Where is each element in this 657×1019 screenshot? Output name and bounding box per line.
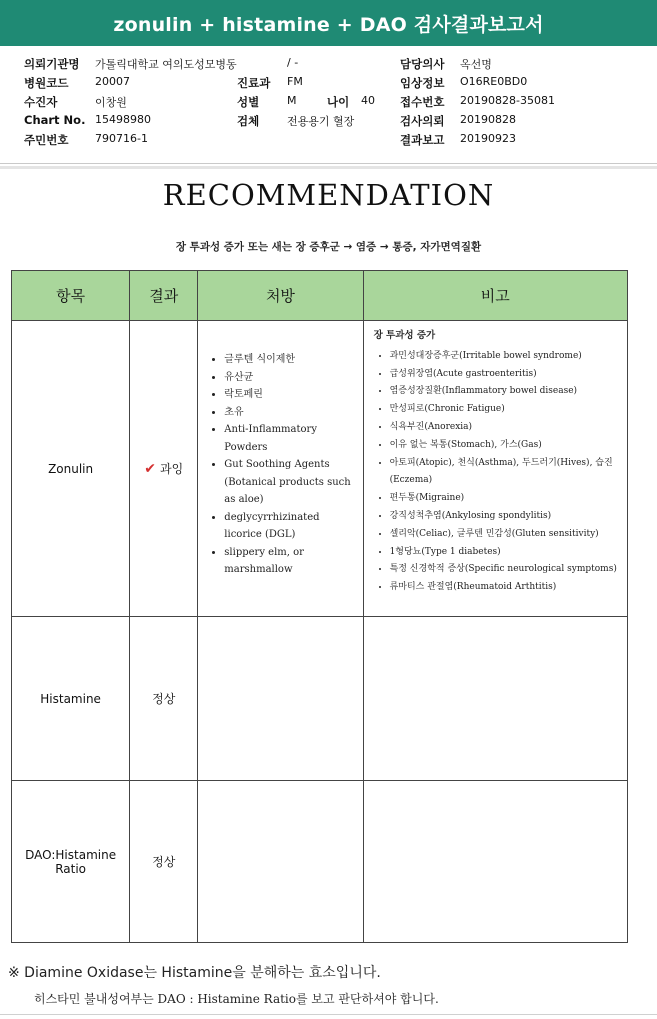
list-item: • 유산균 <box>224 369 358 387</box>
divider-shadow <box>0 166 657 169</box>
chart-no-label: Chart No. <box>24 113 86 127</box>
header-prescription: 처방 <box>198 271 363 321</box>
list-item: • 편두통(Migraine) <box>390 490 621 508</box>
ward-value: / - <box>287 56 299 69</box>
list-item: • 글루텐 식이제한 <box>224 351 358 369</box>
doctor-label: 담당의사 <box>400 57 445 71</box>
request-date-value: 20190828 <box>460 113 516 126</box>
list-item: • 셀리악(Celiac), 글루텐 민감성(Gluten sensitivity) <box>390 526 621 544</box>
request-date-label: 검사의뢰 <box>400 114 445 128</box>
list-item: • 특정 신경학적 증상(Specific neurological symptoms) <box>390 561 621 579</box>
report-title: zonulin + histamine + DAO 검사결과보고서 <box>0 0 657 46</box>
item-name: Histamine <box>12 617 130 781</box>
table-row <box>12 781 628 943</box>
institution-value: 가톨릭대학교 여의도성모병동 <box>95 58 237 71</box>
examinee-value: 이창원 <box>95 96 127 109</box>
list-item: • 급성위장염(Acute gastroenteritis) <box>390 366 621 384</box>
table-header-row <box>12 271 628 321</box>
list-item: • Anti-Inflammatory Powders <box>224 421 358 456</box>
item-result: 정상 <box>130 617 198 781</box>
info-row-1 <box>0 56 657 74</box>
footer-note-1: ※ Diamine Oxidase는 Histamine을 분해하는 효소입니다. <box>8 965 381 981</box>
sex-value: M <box>287 94 297 107</box>
report-date-label: 결과보고 <box>400 133 445 147</box>
results-table <box>11 270 628 943</box>
header-note: 비고 <box>363 271 627 321</box>
specimen-label: 검체 <box>237 114 260 128</box>
list-item: • 강직성척추염(Ankylosing spondylitis) <box>390 508 621 526</box>
sex-label: 성별 <box>237 95 260 109</box>
list-item: • 초유 <box>224 404 358 422</box>
table-row <box>12 617 628 781</box>
chart-no-value: 15498980 <box>95 113 151 126</box>
note-cell <box>363 781 627 943</box>
patient-info-panel <box>0 46 657 162</box>
info-row-3 <box>0 94 657 112</box>
receipt-no-value: 20190828-35081 <box>460 94 555 107</box>
list-item: • 류마티스 관절염(Rheumatoid Arthtitis) <box>390 579 621 597</box>
item-result <box>130 321 198 617</box>
result-value: 과잉 <box>160 462 184 476</box>
list-item: • 염증성장질환(Inflammatory bowel disease) <box>390 383 621 401</box>
note-list <box>364 348 621 597</box>
age-value: 40 <box>361 94 375 107</box>
resident-no-value: 790716-1 <box>95 132 148 145</box>
list-item: • 만성피로(Chronic Fatigue) <box>390 401 621 419</box>
list-item: • 이유 없는 복통(Stomach), 가스(Gas) <box>390 437 621 455</box>
table-row <box>12 321 628 617</box>
list-item: • Gut Soothing Agents (Botanical products such as aloe) <box>224 456 358 509</box>
list-item: • 식욕부진(Anorexia) <box>390 419 621 437</box>
list-item: • 과민성대장증후군(Irritable bowel syndrome) <box>390 348 621 366</box>
list-item: • deglycyrrhizinated licorice (DGL) <box>224 509 358 544</box>
clinical-info-label: 임상정보 <box>400 76 445 90</box>
item-name: Zonulin <box>12 321 130 617</box>
list-item: • 1형당뇨(Type 1 diabetes) <box>390 544 621 562</box>
prescription-cell <box>198 321 363 617</box>
prescription-cell <box>198 781 363 943</box>
divider <box>0 163 657 164</box>
header-item: 항목 <box>12 271 130 321</box>
note-cell <box>363 321 627 617</box>
hospital-code-value: 20007 <box>95 75 130 88</box>
info-row-2 <box>0 75 657 93</box>
info-row-5 <box>0 132 657 150</box>
list-item: • slippery elm, or marshmallow <box>224 544 358 579</box>
department-label: 진료과 <box>237 76 271 90</box>
note-heading: 장 투과성 증가 <box>373 330 436 341</box>
prescription-list <box>198 351 358 579</box>
note-cell <box>363 617 627 781</box>
recommendation-subtitle: 장 투과성 증가 또는 새는 장 증후군 → 염증 → 통증, 자가면역질환 <box>175 241 482 253</box>
recommendation-title: RECOMMENDATION <box>162 178 495 212</box>
receipt-no-label: 접수번호 <box>400 95 445 109</box>
item-name: DAO:Histamine Ratio <box>12 781 130 943</box>
bottom-divider <box>0 1014 657 1015</box>
prescription-cell <box>198 617 363 781</box>
clinical-info-value: O16RE0BD0 <box>460 75 528 88</box>
hospital-code-label: 병원코드 <box>24 76 69 90</box>
age-label: 나이 <box>327 95 350 109</box>
examinee-label: 수진자 <box>24 95 58 109</box>
list-item: • 락토페린 <box>224 386 358 404</box>
doctor-value: 옥선명 <box>460 58 492 71</box>
department-value: FM <box>287 75 303 88</box>
resident-no-label: 주민번호 <box>24 133 69 147</box>
check-mark-icon: ✔ <box>144 461 157 477</box>
info-row-4 <box>0 113 657 131</box>
specimen-value: 전용용기 혈장 <box>287 115 355 128</box>
item-result: 정상 <box>130 781 198 943</box>
header-result: 결과 <box>130 271 198 321</box>
footer-note-2: 히스타민 불내성여부는 DAO : Histamine Ratio를 보고 판단하셔야 합니다. <box>34 992 439 1006</box>
institution-label: 의뢰기관명 <box>24 57 80 71</box>
list-item: • 아토피(Atopic), 천식(Asthma), 두드러기(Hives), 습진(Eczema) <box>390 455 621 491</box>
report-date-value: 20190923 <box>460 132 516 145</box>
